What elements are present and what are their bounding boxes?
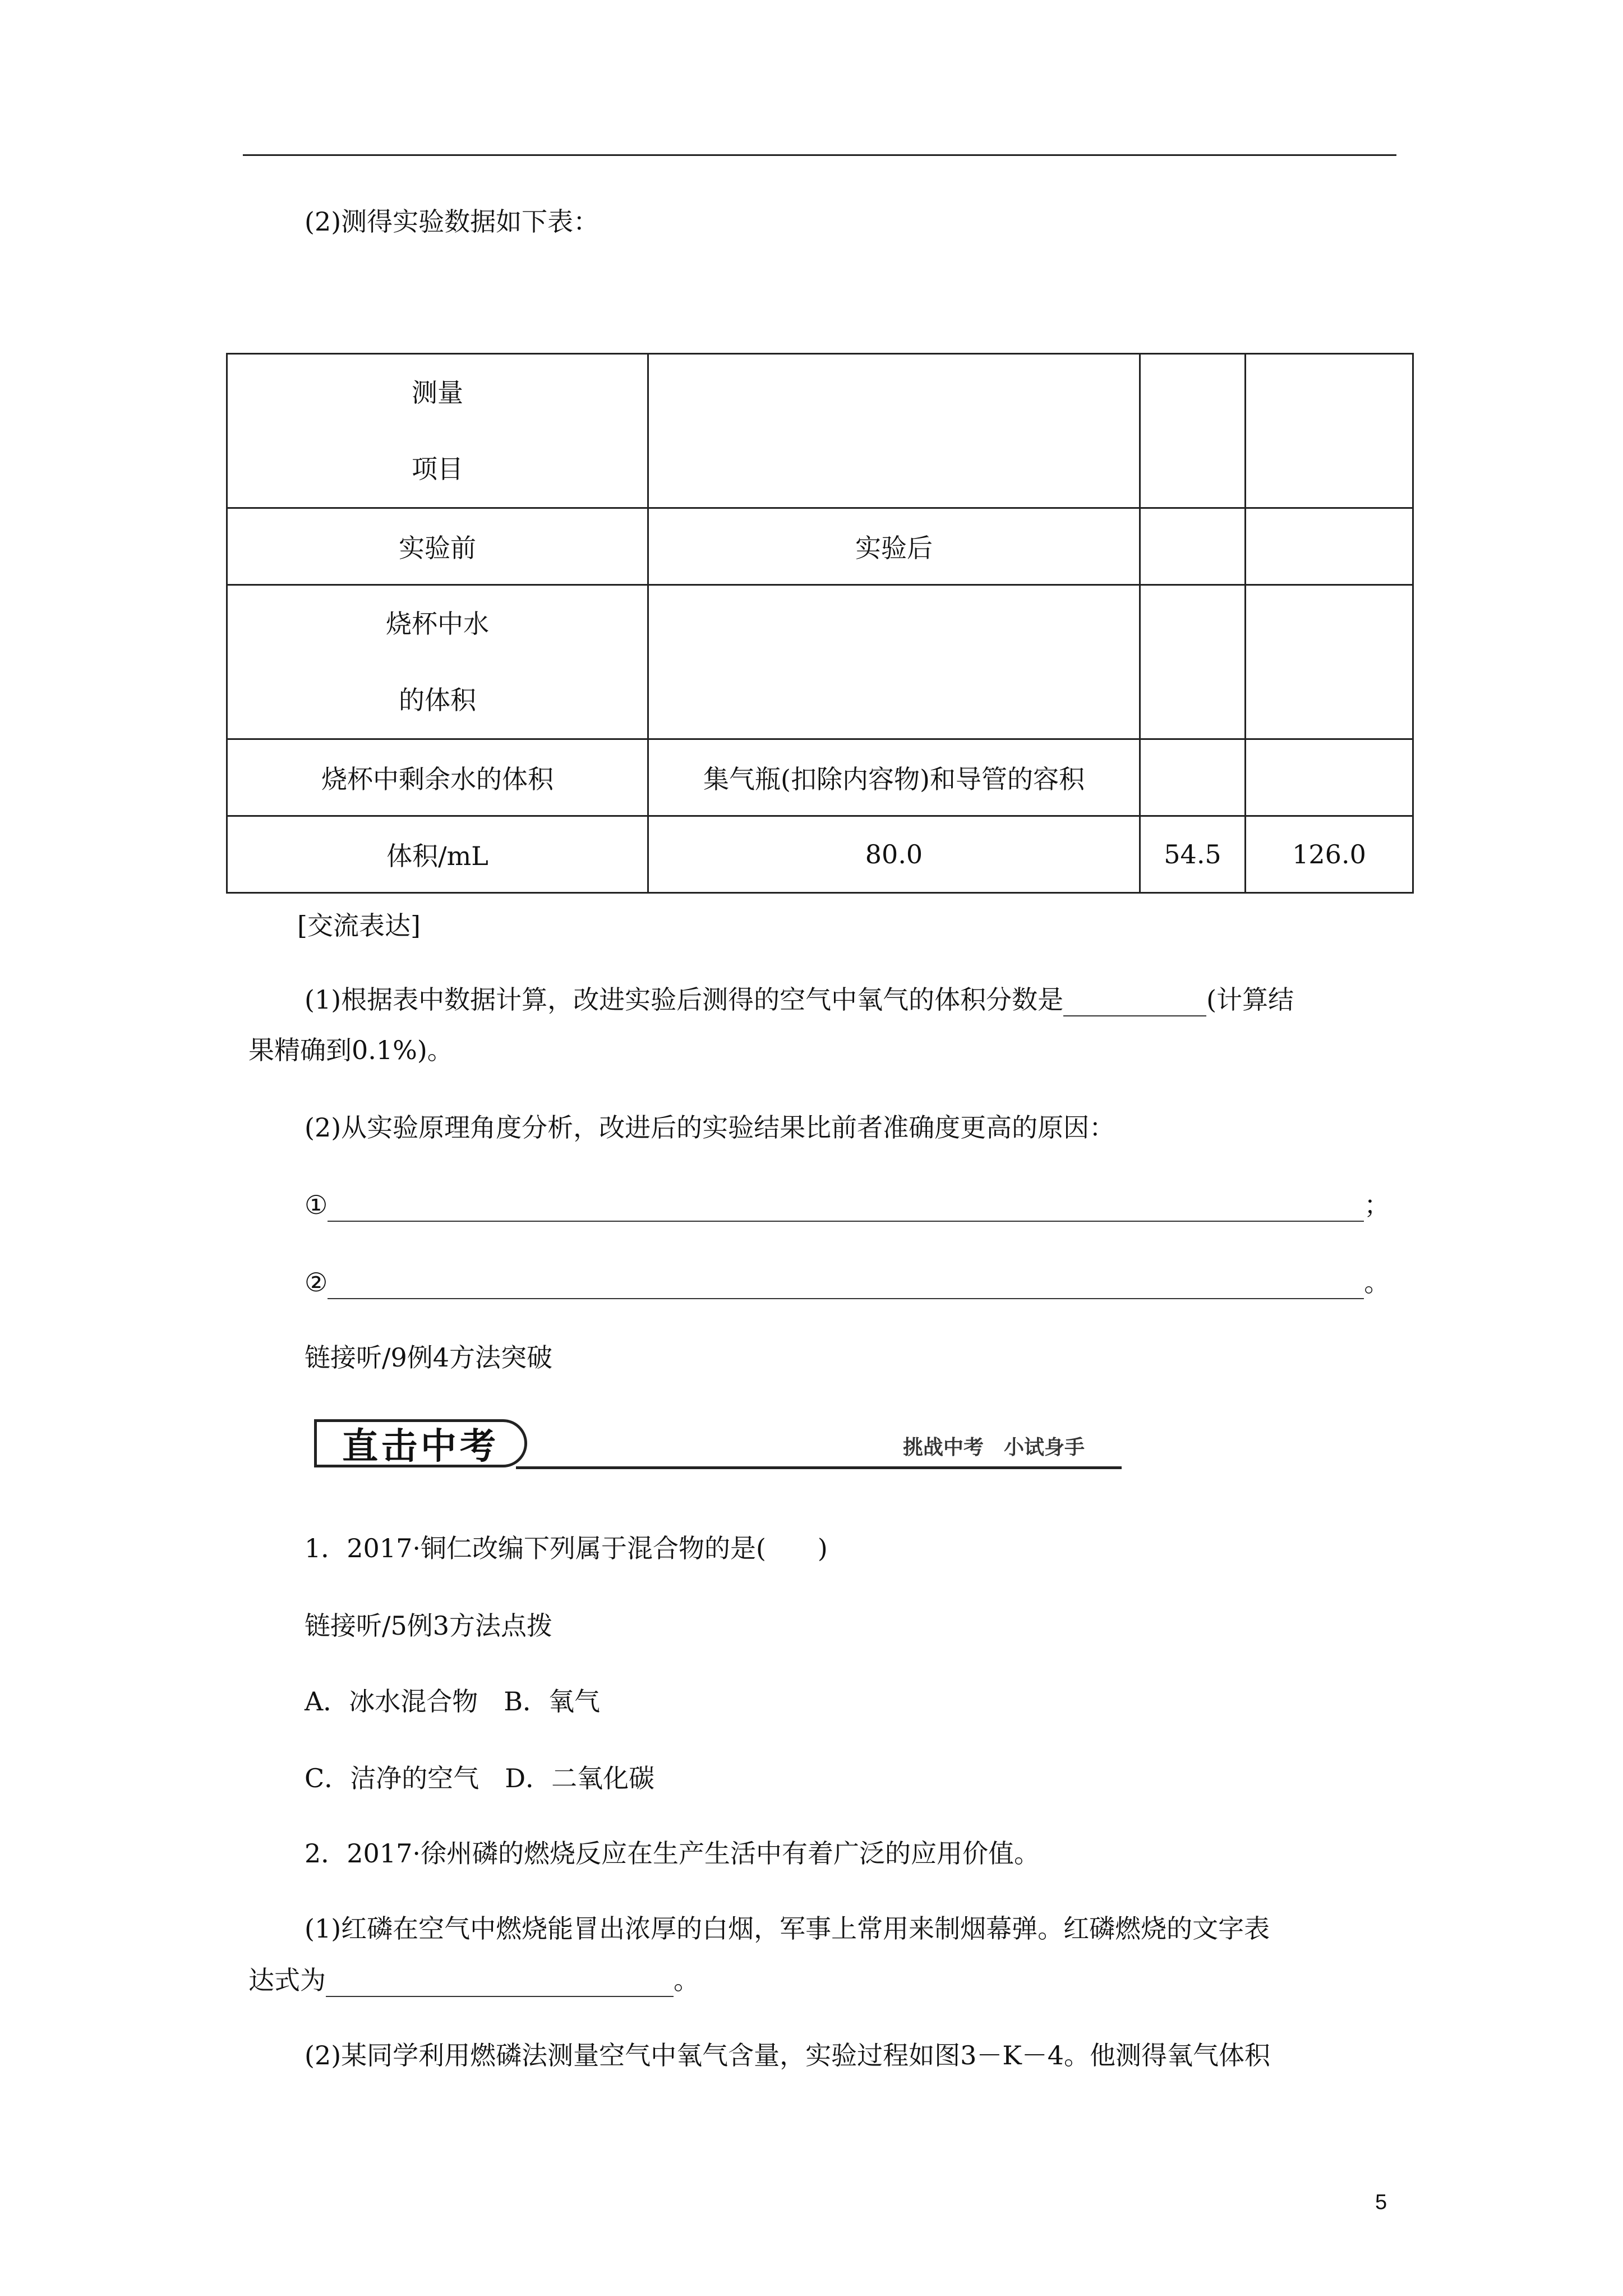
table-row (227, 816, 1413, 893)
table-cell: 实验前 (227, 508, 648, 585)
table-cell: 集气瓶(扣除内容物)和导管的容积 (648, 739, 1140, 816)
answer-line-2: ② 。 (305, 1266, 1390, 1299)
table-cell (1246, 354, 1413, 508)
section-banner (314, 1419, 1122, 1475)
table-cell: 烧杯中剩余水的体积 (227, 739, 648, 816)
answer-blank[interactable] (1063, 991, 1206, 1016)
answer-blank[interactable] (326, 1971, 674, 1997)
answer-blank[interactable] (328, 1196, 1364, 1222)
table-cell: 126.0 (1246, 816, 1413, 893)
discussion-q2: (2)从实验原理角度分析，改进后的实验结果比前者准确度更高的原因： (305, 1112, 1115, 1143)
table-cell: 体积/mL (227, 816, 648, 893)
intro-text: (2)测得实验数据如下表： (305, 206, 600, 237)
header-rule (243, 154, 1396, 156)
link-text[interactable]: 链接听/9例4方法突破 (305, 1342, 553, 1373)
table-cell: 烧杯中水 的体积 (227, 585, 648, 739)
question-2-1-line2: 达式为 。 (248, 1963, 699, 1997)
question-2-2: (2)某同学利用燃磷法测量空气中氧气含量，实验过程如图3－K－4。他测得氧气体积 (305, 2040, 1271, 2070)
question-2-1-line1: (1)红磷在空气中燃烧能冒出浓厚的白烟，军事上常用来制烟幕弹。红磷燃烧的文字表 (305, 1913, 1270, 1944)
table-cell (1140, 739, 1246, 816)
table-cell: 80.0 (648, 816, 1140, 893)
table-row (227, 508, 1413, 585)
table-cell (1246, 508, 1413, 585)
table-row (227, 739, 1413, 816)
question-1-options-ab: A．冰水混合物 B．氧气 (305, 1686, 601, 1717)
table-cell (1140, 354, 1246, 508)
table-cell (648, 585, 1140, 739)
table-cell (1246, 585, 1413, 739)
page-number: 5 (1375, 2191, 1387, 2214)
table-cell (1140, 585, 1246, 739)
discussion-q1-line2: 果精确到0.1%)。 (248, 1035, 453, 1065)
experiment-data-table (226, 353, 1414, 894)
link-text[interactable]: 链接听/5例3方法点拨 (305, 1611, 553, 1641)
discussion-heading: [交流表达] (297, 910, 421, 941)
table-cell: 测量 项目 (227, 354, 648, 508)
answer-blank[interactable] (328, 1273, 1364, 1299)
answer-line-1: ① ； (305, 1188, 1390, 1222)
question-1: 1．2017·铜仁改编下列属于混合物的是( ) (305, 1533, 828, 1563)
table-cell (1140, 508, 1246, 585)
table-row (227, 354, 1413, 508)
table-row (227, 585, 1413, 739)
question-1-options-cd: C．洁净的空气 D．二氧化碳 (305, 1763, 655, 1793)
question-2: 2．2017·徐州磷的燃烧反应在生产生活中有着广泛的应用价值。 (305, 1838, 1040, 1869)
table-cell: 54.5 (1140, 816, 1246, 893)
banner-title: 直击中考 (314, 1419, 527, 1467)
banner-subtitle: 挑战中考 小试身手 (903, 1436, 1085, 1459)
table-cell (1246, 739, 1413, 816)
table-cell (648, 354, 1140, 508)
banner-rule (516, 1466, 1122, 1469)
table-cell: 实验后 (648, 508, 1140, 585)
discussion-q1-line1: (1)根据表中数据计算，改进实验后测得的空气中氧气的体积分数是 (计算结 (305, 983, 1294, 1016)
